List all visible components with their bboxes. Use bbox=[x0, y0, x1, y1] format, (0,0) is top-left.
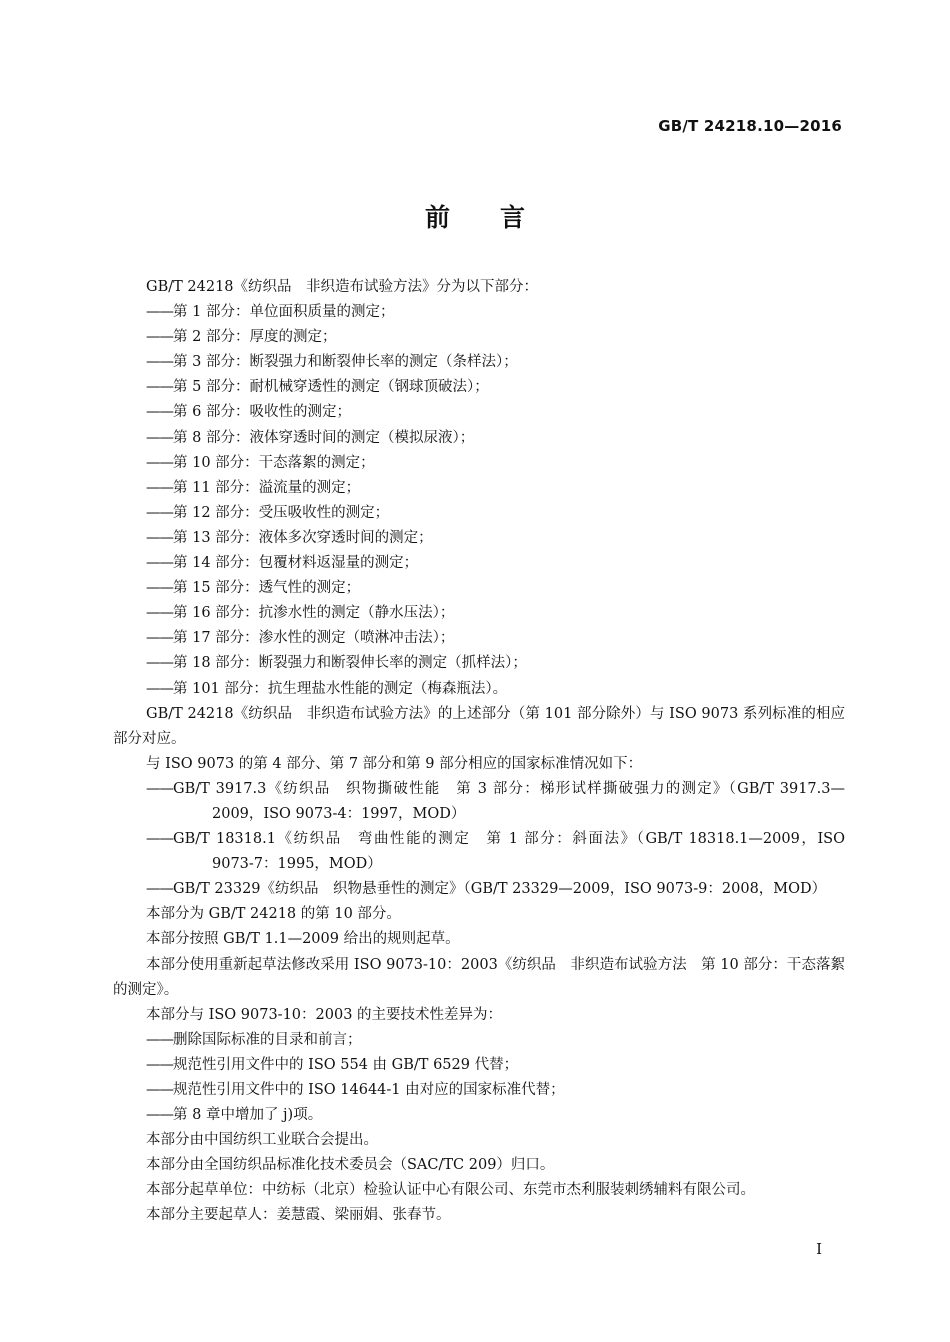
list-item bbox=[113, 1103, 845, 1128]
list-item bbox=[113, 400, 845, 425]
dash-mark: —— bbox=[146, 304, 173, 321]
difference-text: 删除国际标准的目录和前言； bbox=[173, 1031, 362, 1048]
dash-mark: —— bbox=[146, 605, 173, 622]
part-text: 第 3 部分：断裂强力和断裂伸长率的测定（条样法）； bbox=[173, 354, 518, 371]
dash-mark: —— bbox=[146, 329, 173, 346]
proposed-by: 本部分由中国纺织工业联合会提出。 bbox=[146, 1132, 378, 1149]
standard-code: GB/T 24218.10—2016 bbox=[658, 117, 842, 135]
list-item bbox=[113, 350, 845, 375]
difference-text: 第 8 章中增加了 j)项。 bbox=[173, 1107, 323, 1124]
drafters: 本部分主要起草人：姜慧霞、梁丽娟、张春节。 bbox=[146, 1207, 451, 1224]
part-text: 第 10 部分：干态落絮的测定； bbox=[173, 454, 375, 471]
national-standards-intro: 与 ISO 9073 的第 4 部分、第 7 部分和第 9 部分相应的国家标准情况如下： bbox=[146, 755, 643, 772]
dash-mark: —— bbox=[146, 831, 173, 848]
list-item bbox=[113, 451, 845, 476]
difference-text: 规范性引用文件中的 ISO 14644-1 由对应的国家标准代替； bbox=[173, 1082, 565, 1098]
list-item bbox=[113, 526, 845, 551]
dash-mark: —— bbox=[146, 881, 173, 898]
dash-mark: —— bbox=[146, 429, 173, 446]
correspondence-paragraph: GB/T 24218《纺织品 非织造布试验方法》的上述部分（第 101 部分除外）与 ISO 9073 系列标准的相应部分对应。 bbox=[113, 705, 845, 747]
title-char-1: 前 bbox=[424, 203, 450, 232]
dash-mark: —— bbox=[146, 529, 173, 546]
part-text: 第 2 部分：厚度的测定； bbox=[173, 329, 337, 346]
part-text: 第 18 部分：断裂强力和断裂伸长率的测定（抓样法）； bbox=[173, 655, 527, 672]
part-text: 第 5 部分：耐机械穿透性的测定（钢球顶破法）； bbox=[173, 379, 489, 396]
difference-text: 规范性引用文件中的 ISO 554 由 GB/T 6529 代替； bbox=[173, 1056, 519, 1073]
list-item bbox=[113, 551, 845, 576]
part-text: 第 16 部分：抗渗水性的测定（静水压法）； bbox=[173, 605, 455, 622]
dash-mark: —— bbox=[146, 780, 173, 797]
list-item bbox=[113, 651, 845, 676]
dash-mark: —— bbox=[146, 630, 173, 647]
list-item bbox=[113, 325, 845, 350]
part-text: 第 14 部分：包覆材料返湿量的测定； bbox=[173, 555, 419, 572]
page-number: I bbox=[816, 1240, 822, 1258]
part-text: 第 1 部分：单位面积质量的测定； bbox=[173, 304, 395, 321]
dash-mark: —— bbox=[146, 1107, 173, 1124]
list-item bbox=[113, 677, 845, 702]
drafting-units: 本部分起草单位：中纺标（北京）检验认证中心有限公司、东莞市杰利服装刺绣辅料有限公司。 bbox=[146, 1182, 755, 1199]
standard-text: GB/T 18318.1《纺织品 弯曲性能的测定 第 1 部分：斜面法》（GB/T 18318.1—2009，ISO 9073-7：1995，MOD） bbox=[173, 831, 845, 873]
dash-mark: —— bbox=[146, 1031, 173, 1048]
part-text: 第 13 部分：液体多次穿透时间的测定； bbox=[173, 529, 433, 546]
adoption-statement: 本部分使用重新起草法修改采用 ISO 9073-10：2003《纺织品 非织造布试验方法 第 10 部分：干态落絮的测定》。 bbox=[113, 956, 845, 998]
dash-mark: —— bbox=[146, 580, 173, 597]
dash-mark: —— bbox=[146, 655, 173, 672]
foreword-body bbox=[113, 275, 845, 1229]
dash-mark: —— bbox=[146, 479, 173, 496]
list-item bbox=[113, 476, 845, 501]
centralized-by: 本部分由全国纺织品标准化技术委员会（SAC/TC 209）归口。 bbox=[146, 1157, 555, 1174]
list-item bbox=[113, 626, 845, 651]
standard-text: GB/T 3917.3《纺织品 织物撕破性能 第 3 部分：梯形试样撕破强力的测定》（GB/T 3917.3—2009，ISO 9073-4：1997，MOD） bbox=[173, 780, 845, 822]
dash-mark: —— bbox=[146, 1082, 173, 1098]
dash-mark: —— bbox=[146, 379, 173, 396]
dash-mark: —— bbox=[146, 680, 173, 697]
part-text: 第 17 部分：渗水性的测定（喷淋冲击法）； bbox=[173, 630, 455, 647]
part-text: 第 8 部分：液体穿透时间的测定（模拟尿液）； bbox=[173, 429, 475, 446]
part-text: 第 6 部分：吸收性的测定； bbox=[173, 404, 351, 421]
list-item bbox=[113, 601, 845, 626]
part-text: 第 15 部分：透气性的测定； bbox=[173, 580, 361, 597]
list-item bbox=[113, 375, 845, 400]
dash-mark: —— bbox=[146, 1056, 173, 1073]
differences-intro: 本部分与 ISO 9073-10：2003 的主要技术性差异为： bbox=[146, 1006, 503, 1023]
list-item bbox=[113, 1053, 845, 1078]
standard-text: GB/T 23329《纺织品 织物悬垂性的测定》（GB/T 23329—2009，ISO 9073-9：2008，MOD） bbox=[173, 881, 827, 898]
dash-mark: —— bbox=[146, 504, 173, 521]
dash-mark: —— bbox=[146, 354, 173, 371]
page-title bbox=[0, 198, 950, 234]
list-item bbox=[113, 426, 845, 451]
part-statement: 本部分为 GB/T 24218 的第 10 部分。 bbox=[146, 906, 401, 923]
list-item bbox=[113, 1078, 845, 1103]
part-text: 第 12 部分：受压吸收性的测定； bbox=[173, 504, 390, 521]
dash-mark: —— bbox=[146, 454, 173, 471]
title-char-2: 言 bbox=[500, 203, 526, 232]
part-text: 第 11 部分：溢流量的测定； bbox=[173, 479, 361, 496]
differences-list bbox=[113, 1028, 845, 1128]
dash-mark: —— bbox=[146, 555, 173, 572]
rules-statement: 本部分按照 GB/T 1.1—2009 给出的规则起草。 bbox=[146, 931, 460, 948]
national-standards-list bbox=[113, 777, 845, 902]
list-item bbox=[113, 877, 845, 902]
list-item bbox=[113, 576, 845, 601]
part-text: 第 101 部分：抗生理盐水性能的测定（梅森瓶法）。 bbox=[173, 680, 508, 697]
dash-mark: —— bbox=[146, 404, 173, 421]
parts-list bbox=[113, 300, 845, 702]
list-item bbox=[113, 1028, 845, 1053]
list-item bbox=[113, 777, 845, 827]
list-item bbox=[113, 501, 845, 526]
list-item bbox=[113, 827, 845, 877]
intro-paragraph: GB/T 24218《纺织品 非织造布试验方法》分为以下部分： bbox=[146, 279, 539, 295]
list-item bbox=[113, 300, 845, 325]
